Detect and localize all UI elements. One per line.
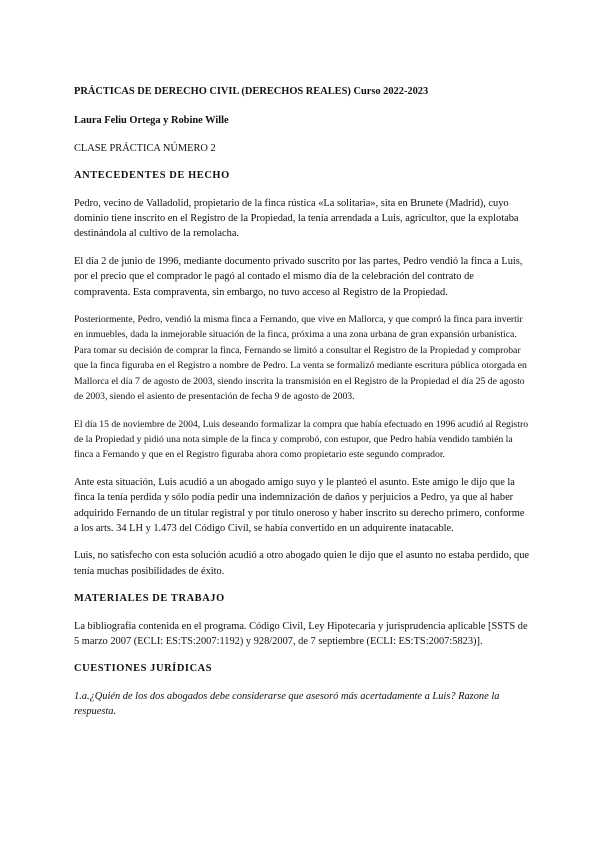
paragraph: Posteriormente, Pedro, vendió la misma finca a Fernando, que vive en Mallorca, y que compró la finca para invertir en inmuebles, dada la inmejorable situación de la finca, próxima a una zona urbana de gran expansión urbanística. Para tomar su decisión de comprar la finca, Fernando se limitó a consultar el Registro de la Propiedad y comprobar que la finca figuraba en el Registro a nombre de Pedro. La venta se formalizó mediante escritura pública otorgada en Mallorca el día 7 de agosto de 2003, siendo inscrita la transmisión en el Registro de la Propiedad el día 25 de agosto de 2003, siendo el asiento de presentación de fecha 9 de agosto de 2003. xyxy=(74,314,527,403)
paragraph: Pedro, vecino de Valladolid, propietario de la finca rústica «La solitaria», sita en Brunete (Madrid), cuyo dominio tiene inscrito en el Registro de la Propiedad, la tenía arrendada a Luis, agricultor, que la explotaba destinándola al cultivo de la remolacha. xyxy=(74,197,519,240)
section-heading-antecedentes: ANTECEDENTES DE HECHO xyxy=(74,170,230,182)
paragraph: La bibliografía contenida en el programa. Código Civil, Ley Hipotecaria y jurisprudencia aplicable [SSTS de 5 marzo 2007 (ECLI: ES:TS:2007:1192) y 928/2007, de 7 septiembre (ECLI: ES:TS:2007:5823)]. xyxy=(74,620,528,647)
document-page xyxy=(74,84,530,732)
question-text: 1.a.¿Quién de los dos abogados debe considerarse que asesoró más acertadamente a Luis? Razone la respuesta. xyxy=(74,690,500,718)
document-authors: Laura Feliu Ortega y Robine Wille xyxy=(74,115,229,127)
class-title: CLASE PRÁCTICA NÚMERO 2 xyxy=(74,142,216,154)
paragraph: Ante esta situación, Luis acudió a un abogado amigo suyo y le planteó el asunto. Este amigo le dijo que la finca la tenía perdida y sólo podía pedir una indemnización de daños y perjuicios a Pedro, ya que al haber adquirido Fernando de un titular registral y por título oneroso y haber inscrito su derecho primero, conforme a los arts. 34 LH y 1.473 del Código Civil, se había convertido en un adquirente inatacable. xyxy=(74,476,525,534)
document-title: PRÁCTICAS DE DERECHO CIVIL (DERECHOS REALES) Curso 2022-2023 xyxy=(74,86,429,97)
section-heading-materiales: MATERIALES DE TRABAJO xyxy=(74,593,225,605)
paragraph: El día 15 de noviembre de 2004, Luis deseando formalizar la compra que había efectuado en 1996 acudió al Registro de la Propiedad y pidió una nota simple de la finca y comprobó, con estupor, que Pedro había vendido también la finca a Fernando y que en el Registro figuraba ahora como propietario este segundo comprador. xyxy=(74,418,529,461)
paragraph: Luis, no satisfecho con esta solución acudió a otro abogado quien le dijo que el asunto no estaba perdido, que tenía muchas posibilidades de éxito. xyxy=(74,550,530,577)
section-heading-cuestiones: CUESTIONES JURÍDICAS xyxy=(74,663,213,675)
paragraph: El día 2 de junio de 1996, mediante documento privado suscrito por las partes, Pedro vendió la finca a Luis, por el precio que el comprador le pagó al contado el mismo día de la celebración del contrato de compraventa. Esta compraventa, sin embargo, no tuvo acceso al Registro de la Propiedad. xyxy=(74,255,523,298)
